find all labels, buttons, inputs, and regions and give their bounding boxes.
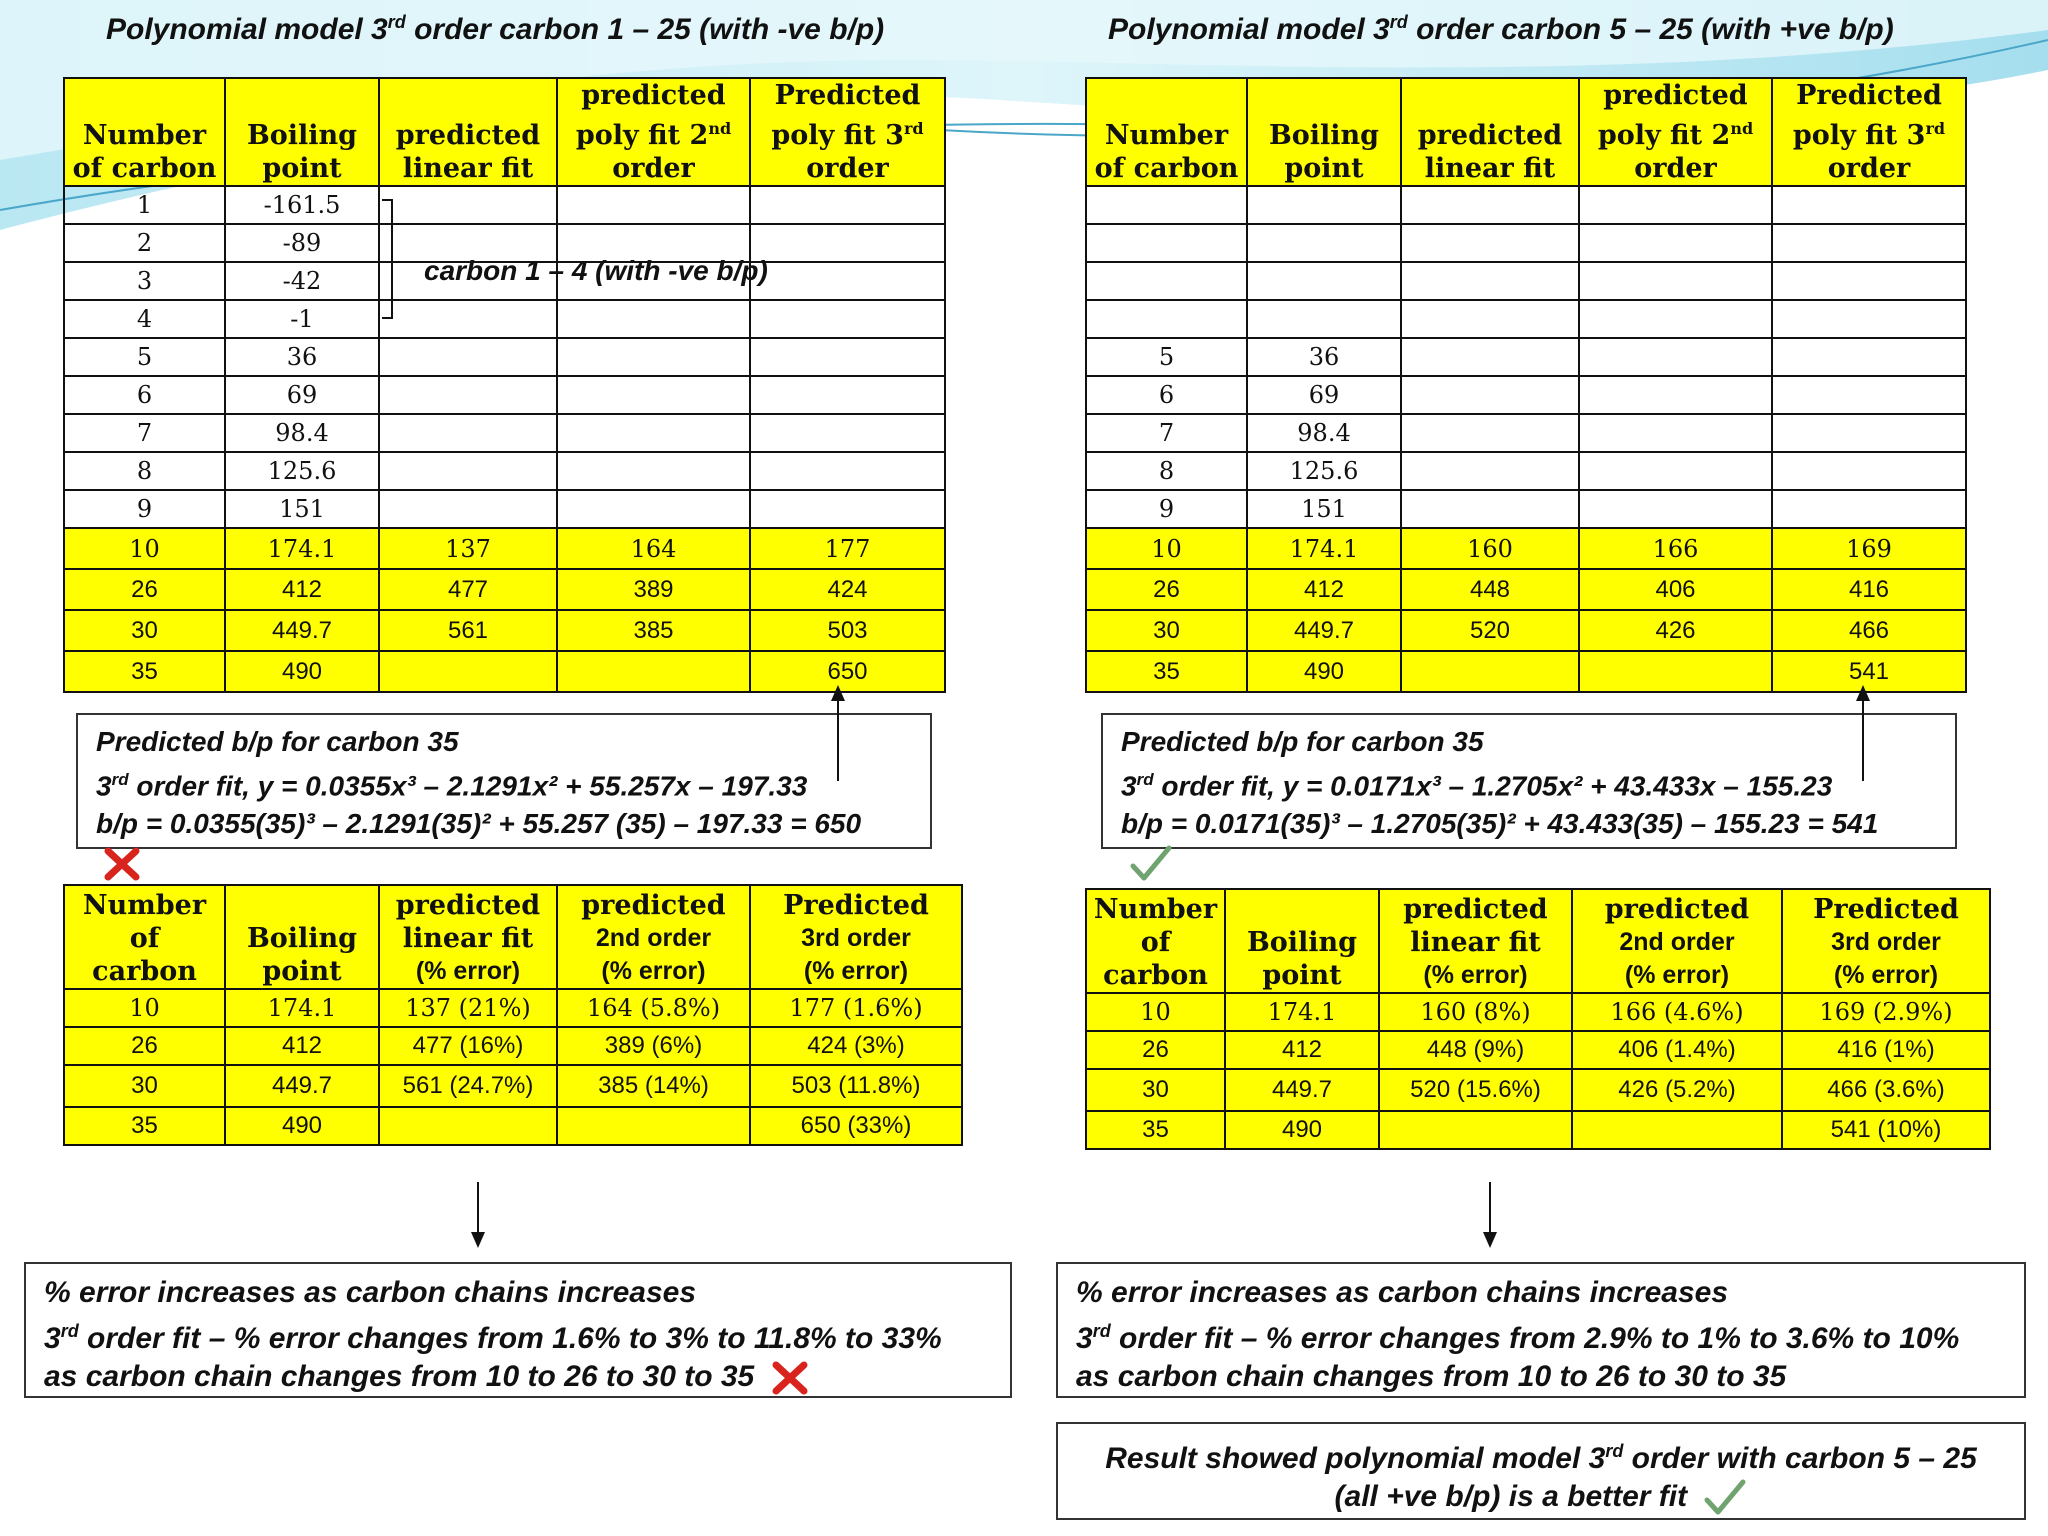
table-cell [557,452,750,490]
table-cell: 174.1 [1225,993,1379,1031]
column-header: Number of carbon [1086,889,1225,993]
table-cell [1772,376,1966,414]
table-cell: 490 [1247,651,1401,692]
column-header: predicted linear fit (% error) [1379,889,1572,993]
table-cell [1772,186,1966,224]
table-cell: 477 (16%) [379,1027,557,1065]
table-cell: -161.5 [225,186,379,224]
table-cell: -89 [225,224,379,262]
table-cell: 503 (11.8%) [750,1065,962,1107]
table-row [64,1107,962,1145]
table-row [1086,1111,1990,1149]
table-row [1086,186,1966,224]
table-cell: 10 [1086,993,1225,1031]
table-cell [1401,414,1579,452]
table-cell: 466 [1772,610,1966,651]
result-line: (all +ve b/p) is a better fit [1076,1478,2006,1518]
formula-result: b/p = 0.0355(35)³ – 2.1291(35)² + 55.257 (35) – 197.33 = 650 [96,805,912,881]
table-cell [1579,224,1772,262]
table-cell [1772,452,1966,490]
table-cell [1247,224,1401,262]
table-cell: 30 [1086,610,1247,651]
bracket-carbon-1-4 [380,198,400,320]
table-cell [1579,186,1772,224]
table-cell [1379,1111,1572,1149]
table-cell: 424 (3%) [750,1027,962,1065]
table-cell: 449.7 [1225,1069,1379,1111]
conclusion-line: as carbon chain changes from 10 to 26 to 30 to 35 [44,1358,992,1396]
table-cell [379,1107,557,1145]
table-cell: 541 [1772,651,1966,692]
table-cell: 174.1 [225,989,379,1027]
table-row [64,528,945,569]
column-header: Number of carbon [64,885,225,989]
column-header: predicted 2nd order (% error) [557,885,750,989]
table-cell: -42 [225,262,379,300]
table-row [64,414,945,452]
result-box [1056,1422,2026,1520]
table-cell: 7 [1086,414,1247,452]
table-cell [557,186,750,224]
cross-icon [104,847,140,881]
column-header: predicted poly fit 2nd order [1579,78,1772,186]
table-cell: 2 [64,224,225,262]
column-header: predicted poly fit 2nd order [557,78,750,186]
table-cell [750,490,945,528]
column-header: Boiling point [225,885,379,989]
table-cell: 174.1 [225,528,379,569]
table-cell: 35 [64,651,225,692]
table-cell: 5 [64,338,225,376]
table-cell [1579,300,1772,338]
arrow-up-right [1853,683,1873,783]
table-cell [379,452,557,490]
table-cell: 490 [1225,1111,1379,1149]
table-cell: 412 [1247,569,1401,610]
table-row [1086,414,1966,452]
table-cell: 3 [64,262,225,300]
table-row [1086,452,1966,490]
table-row [1086,300,1966,338]
table-cell [1401,300,1579,338]
table-cell: 490 [225,651,379,692]
table-cell: 416 (1%) [1782,1031,1990,1069]
table-cell [379,338,557,376]
table-cell: 177 [750,528,945,569]
left-conclusion-box [24,1262,1012,1398]
table-cell [1772,300,1966,338]
table-cell [1401,376,1579,414]
table-cell: 30 [64,1065,225,1107]
table-cell [1579,376,1772,414]
conclusion-line: % error increases as carbon chains increases [44,1276,697,1309]
table-cell [1579,452,1772,490]
column-header: Number of carbon [64,78,225,186]
column-header: predicted linear fit (% error) [379,885,557,989]
right-error-table [1085,888,1991,1150]
column-header: Boiling point [1225,889,1379,993]
table-cell: 8 [1086,452,1247,490]
column-header: Predicted poly fit 3rd order [1772,78,1966,186]
column-header: Boiling point [225,78,379,186]
table-cell: 30 [1086,1069,1225,1111]
table-row [64,300,945,338]
table-cell [1401,224,1579,262]
table-cell: 389 (6%) [557,1027,750,1065]
table-cell: 151 [225,490,379,528]
table-cell [1401,262,1579,300]
table-cell [750,186,945,224]
table-cell: 416 [1772,569,1966,610]
table-row [1086,528,1966,569]
table-cell: 36 [225,338,379,376]
table-cell: 69 [225,376,379,414]
bracket-label: carbon 1 – 4 (with -ve b/p) [424,255,768,286]
column-header: predicted 2nd order (% error) [1572,889,1782,993]
table-cell: 503 [750,610,945,651]
table-row [64,610,945,651]
table-cell: 477 [379,569,557,610]
table-row [64,338,945,376]
table-cell: 520 (15.6%) [1379,1069,1572,1111]
table-cell: 650 [750,651,945,692]
table-row [1086,651,1966,692]
table-cell: 449.7 [225,1065,379,1107]
right-conclusion-box [1056,1262,2026,1398]
table-cell: 520 [1401,610,1579,651]
table-cell: 26 [64,1027,225,1065]
table-cell [1772,262,1966,300]
formula-result: b/p = 0.0171(35)³ – 1.2705(35)² + 43.433(35) – 155.23 = 541 [1121,805,1937,884]
table-row [64,186,945,224]
table-row [1086,224,1966,262]
table-cell: 36 [1247,338,1401,376]
table-cell [379,376,557,414]
table-cell [557,490,750,528]
table-cell [750,338,945,376]
table-cell [1086,224,1247,262]
formula-equation: 3rd order fit, y = 0.0171x³ – 1.2705x² + 43.433x – 155.23 [1121,770,1833,802]
table-cell [1086,186,1247,224]
table-cell: 125.6 [1247,452,1401,490]
table-cell [1247,300,1401,338]
table-cell: 35 [1086,651,1247,692]
table-row [1086,376,1966,414]
table-cell: 490 [225,1107,379,1145]
left-formula-box [76,713,932,849]
check-icon [1703,1478,1747,1518]
column-header: predicted linear fit [379,78,557,186]
table-cell: 35 [1086,1111,1225,1149]
table-row [1086,338,1966,376]
table-cell [1579,262,1772,300]
table-cell: 5 [1086,338,1247,376]
table-cell: 166 [1579,528,1772,569]
table-cell: 26 [1086,1031,1225,1069]
check-icon [1129,844,1173,884]
table-cell [1247,186,1401,224]
table-cell: 98.4 [1247,414,1401,452]
table-row [64,989,962,1027]
conclusion-line: % error increases as carbon chains increases [1076,1276,1729,1309]
column-header: predicted linear fit [1401,78,1579,186]
table-cell [1401,338,1579,376]
table-row [1086,993,1990,1031]
table-cell: 160 [1401,528,1579,569]
table-cell: 541 (10%) [1782,1111,1990,1149]
column-header: Predicted 3rd order (% error) [1782,889,1990,993]
column-header: Number of carbon [1086,78,1247,186]
arrow-down-right [1480,1180,1500,1250]
table-cell: 8 [64,452,225,490]
table-row [1086,569,1966,610]
column-header: Predicted poly fit 3rd order [750,78,945,186]
conclusion-line: 3rd order fit – % error changes from 1.6% to 3% to 11.8% to 33% [44,1321,942,1355]
table-cell [1579,414,1772,452]
table-cell: 164 [557,528,750,569]
table-row [64,452,945,490]
table-cell: 35 [64,1107,225,1145]
table-cell: 424 [750,569,945,610]
table-cell: 6 [64,376,225,414]
table-cell [1086,262,1247,300]
table-cell: 561 (24.7%) [379,1065,557,1107]
table-cell [379,186,557,224]
table-cell [557,376,750,414]
table-cell [557,414,750,452]
table-cell: 389 [557,569,750,610]
column-header: Boiling point [1247,78,1401,186]
table-cell: 137 (21%) [379,989,557,1027]
table-cell [750,224,945,262]
table-cell: 26 [1086,569,1247,610]
table-cell: 151 [1247,490,1401,528]
table-cell [379,414,557,452]
cross-icon [771,1361,809,1395]
table-cell: 9 [64,490,225,528]
table-cell [750,300,945,338]
table-cell [1401,186,1579,224]
table-cell: 4 [64,300,225,338]
table-cell [1579,338,1772,376]
table-row [1086,1069,1990,1111]
table-cell [1086,300,1247,338]
table-cell [1579,490,1772,528]
right-title: Polynomial model 3rd order carbon 5 – 25 (with +ve b/p) [1108,12,1894,46]
table-cell [379,300,557,338]
table-row [1086,262,1966,300]
formula-title: Predicted b/p for carbon 35 [96,726,459,757]
table-row [1086,610,1966,651]
table-cell [750,452,945,490]
table-cell [557,300,750,338]
table-cell: 10 [1086,528,1247,569]
table-cell [750,262,945,300]
table-row [1086,490,1966,528]
table-cell [1772,338,1966,376]
table-row [64,1027,962,1065]
table-cell: -1 [225,300,379,338]
table-cell: 30 [64,610,225,651]
table-cell: 10 [64,989,225,1027]
table-cell [1772,490,1966,528]
arrow-up-left [828,683,848,783]
table-cell [750,376,945,414]
table-row [1086,1031,1990,1069]
table-cell [1579,651,1772,692]
table-cell: 466 (3.6%) [1782,1069,1990,1111]
table-cell: 412 [1225,1031,1379,1069]
table-cell: 448 (9%) [1379,1031,1572,1069]
table-cell: 426 [1579,610,1772,651]
table-cell: 385 [557,610,750,651]
table-cell [557,651,750,692]
table-cell [1772,414,1966,452]
table-cell: 174.1 [1247,528,1401,569]
conclusion-line: 3rd order fit – % error changes from 2.9% to 1% to 3.6% to 10% [1076,1321,1960,1355]
table-cell: 10 [64,528,225,569]
table-row [64,651,945,692]
table-cell: 166 (4.6%) [1572,993,1782,1031]
table-cell [379,490,557,528]
table-cell: 9 [1086,490,1247,528]
left-title: Polynomial model 3rd order carbon 1 – 25 (with -ve b/p) [106,12,885,46]
table-cell: 7 [64,414,225,452]
right-formula-box [1101,713,1957,849]
table-cell: 169 [1772,528,1966,569]
table-cell [379,651,557,692]
table-cell: 426 (5.2%) [1572,1069,1782,1111]
table-cell: 650 (33%) [750,1107,962,1145]
right-boiling-point-table [1085,77,1967,693]
left-error-table [63,884,963,1146]
formula-title: Predicted b/p for carbon 35 [1121,726,1484,757]
table-row [64,376,945,414]
table-cell [1401,452,1579,490]
formula-equation: 3rd order fit, y = 0.0355x³ – 2.1291x² + 55.257x – 197.33 [96,770,808,802]
table-cell [750,414,945,452]
table-cell [557,338,750,376]
table-cell: 137 [379,528,557,569]
conclusion-line: as carbon chain changes from 10 to 26 to 30 to 35 [1076,1360,1787,1393]
table-cell: 169 (2.9%) [1782,993,1990,1031]
table-cell: 406 [1579,569,1772,610]
table-cell: 177 (1.6%) [750,989,962,1027]
table-cell: 6 [1086,376,1247,414]
table-cell: 448 [1401,569,1579,610]
table-cell: 561 [379,610,557,651]
table-cell [1401,490,1579,528]
left-boiling-point-table [63,77,946,693]
table-cell [1401,651,1579,692]
arrow-down-left [468,1180,488,1250]
table-cell: 449.7 [225,610,379,651]
table-row [64,569,945,610]
table-cell: 160 (8%) [1379,993,1572,1031]
table-row [64,1065,962,1107]
table-cell: 1 [64,186,225,224]
table-cell: 385 (14%) [557,1065,750,1107]
table-cell [1772,224,1966,262]
table-row [64,490,945,528]
table-cell [1572,1111,1782,1149]
table-cell: 98.4 [225,414,379,452]
table-cell: 412 [225,569,379,610]
table-cell [557,1107,750,1145]
table-cell: 125.6 [225,452,379,490]
table-cell: 69 [1247,376,1401,414]
table-cell [1247,262,1401,300]
table-cell: 406 (1.4%) [1572,1031,1782,1069]
table-cell: 449.7 [1247,610,1401,651]
result-line: Result showed polynomial model 3rd order with carbon 5 – 25 [1105,1441,1977,1475]
table-cell: 164 (5.8%) [557,989,750,1027]
table-cell: 26 [64,569,225,610]
column-header: Predicted 3rd order (% error) [750,885,962,989]
table-cell: 412 [225,1027,379,1065]
